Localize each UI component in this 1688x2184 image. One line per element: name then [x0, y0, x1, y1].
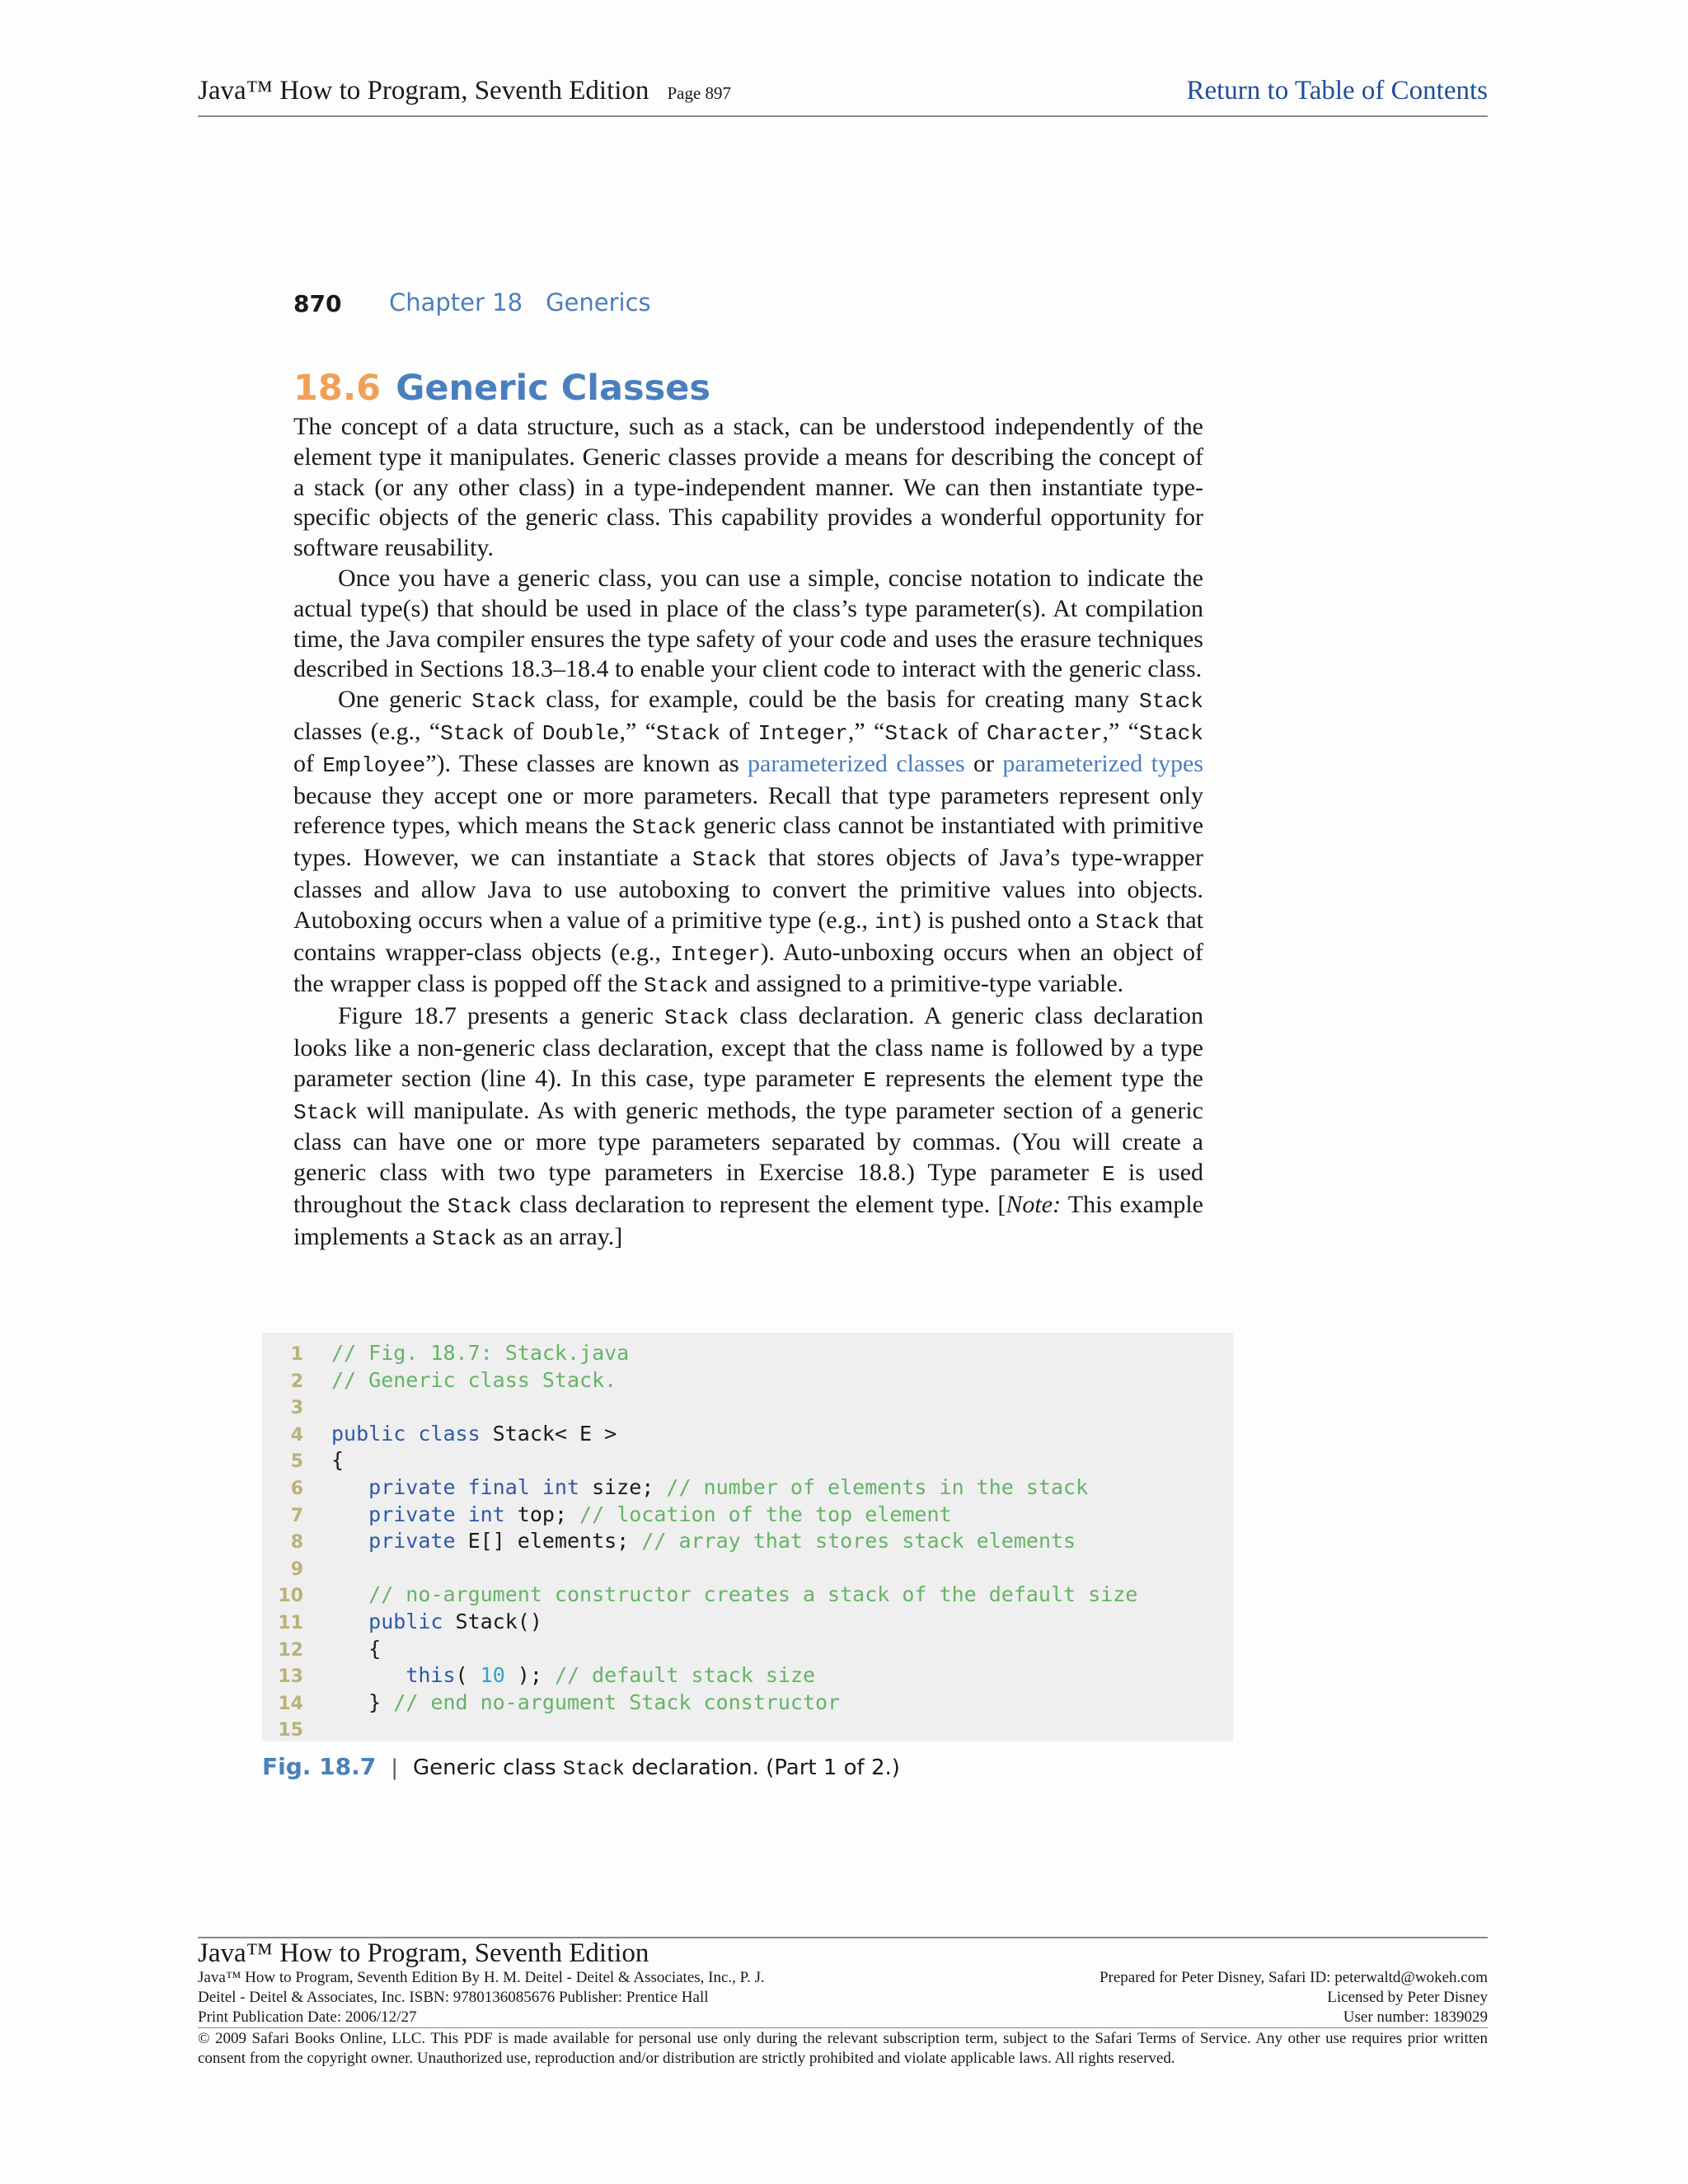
paragraph-3: One generic Stack class, for example, could be the basis for creating many Stack classes (e.g., “Stack of Double,” “Stack of Integer,” “Stack of Character,” “Stack of Employee”). These classes are known as parameterized classes or parameterized types because they accept one or more parameters. Recall that type parameters represent only reference types, which means the Stack generic class cannot be instantiated with primitive types. However, we can instantiate a Stack that stores objects of Java’s type-wrapper classes and allow Java to use autoboxing to convert the primitive values into objects. Autoboxing occurs when a value of a primitive type (e.g., int) is pushed onto a Stack that contains wrapper-class objects (e.g., Integer). Auto-unboxing occurs when an object of the wrapper class is popped off the Stack and assigned to a primitive-type variable. — [293, 686, 1204, 999]
chapter-running-head — [389, 288, 674, 316]
caption-text: Generic class Stack declaration. (Part 1 of 2.) — [413, 1755, 900, 1781]
page-number: 870 — [293, 290, 342, 317]
footer-divider-bottom — [198, 2027, 1488, 2028]
footer-license-info: Prepared for Peter Disney, Safari ID: peterwaltd@wokeh.com Licensed by Peter Disney User number: 1839029 — [1099, 1969, 1488, 2026]
term-parameterized-classes: parameterized classes — [748, 749, 965, 777]
figure-caption — [262, 1753, 900, 1781]
header-divider — [198, 115, 1488, 117]
paragraph-1: The concept of a data structure, such as a stack, can be understood independently of the element type it manipulates. Generic classes provide a means for describing the concept of a stack (or any other class) in a type-independent manner. We can then instantiate type-specific objects of the generic class. This capability provides a wonderful opportunity for software reusability. — [293, 413, 1203, 562]
chapter-label: Chapter 18 — [389, 288, 523, 316]
paragraph-2: Once you have a generic class, you can use a simple, concise notation to indicate the actual type(s) that should be used in place of the class’s type parameter(s). At compilation time, the Java compiler ensures the type safety of your code and uses the erasure techniques described in Sections 18.3–18.4 to enable your client code to interact with the generic class. — [293, 564, 1203, 683]
header-page-label: Page 897 — [667, 83, 732, 103]
figure-label: Fig. 18.7 — [262, 1753, 377, 1780]
return-to-toc-link[interactable]: Return to Table of Contents — [1186, 76, 1488, 105]
paragraph-4: Figure 18.7 presents a generic Stack class declaration. A generic class declaration looks like a non-generic class declaration, except that the class name is followed by a type parameter section (line 4). In this case, type parameter E represents the element type the Stack will manipulate. As with generic methods, the type parameter section of a generic class can have one or more type parameters separated by commas. (You will create a generic class with two type parameters in Exercise 18.8.) Type parameter E is used throughout the Stack class declaration to represent the element type. [Note: This example implements a Stack as an array.] — [293, 1002, 1204, 1251]
section-title: Generic Classes — [396, 368, 710, 409]
book-title-text: Java™ How to Program, Seventh Edition — [198, 76, 649, 105]
footer-book-title: Java™ How to Program, Seventh Edition — [198, 1938, 649, 1968]
term-parameterized-types: parameterized types — [1002, 749, 1203, 777]
body-text — [293, 412, 1203, 1254]
chapter-title: Generics — [546, 288, 651, 316]
header-book-title — [198, 76, 731, 106]
caption-separator: | — [391, 1755, 399, 1780]
section-number: 18.6 — [293, 368, 382, 409]
section-heading — [293, 368, 710, 409]
code-listing — [262, 1333, 1233, 1741]
code-lines: 1 // Fig. 18.7: Stack.java 2 // Generic class Stack. 3 4 public class Stack< E > 5 { 6 private final int size; // number of elements in the stack 7 private int top; // location of the top element 8 private E[] elements; // array that stores stack elements 9 10 // no-argument constructor creates a stack of the default size 11 public Stack() 12 { 13 this( 10 ); // default stack size 14 } // end no-argument Stack constructor 15 — [278, 1341, 1138, 1741]
footer-copyright: © 2009 Safari Books Online, LLC. This PDF is made available for personal use only during the relevant subscription term, subject to the Safari Terms of Service. Any other use requires prior written consent from the copyright owner. Unauthorized use, reproduction and/or distribution are strictly prohibited and violate applicable laws. All rights reserved. — [198, 2030, 1488, 2067]
footer-publication-info: Java™ How to Program, Seventh Edition By H. M. Deitel - Deitel & Associates, Inc., P. J. Deitel - Deitel & Associates, Inc. ISBN: 9780136085676 Publisher: Prentice Hall Print Publication Date: 2006/12/27 — [198, 1969, 765, 2026]
